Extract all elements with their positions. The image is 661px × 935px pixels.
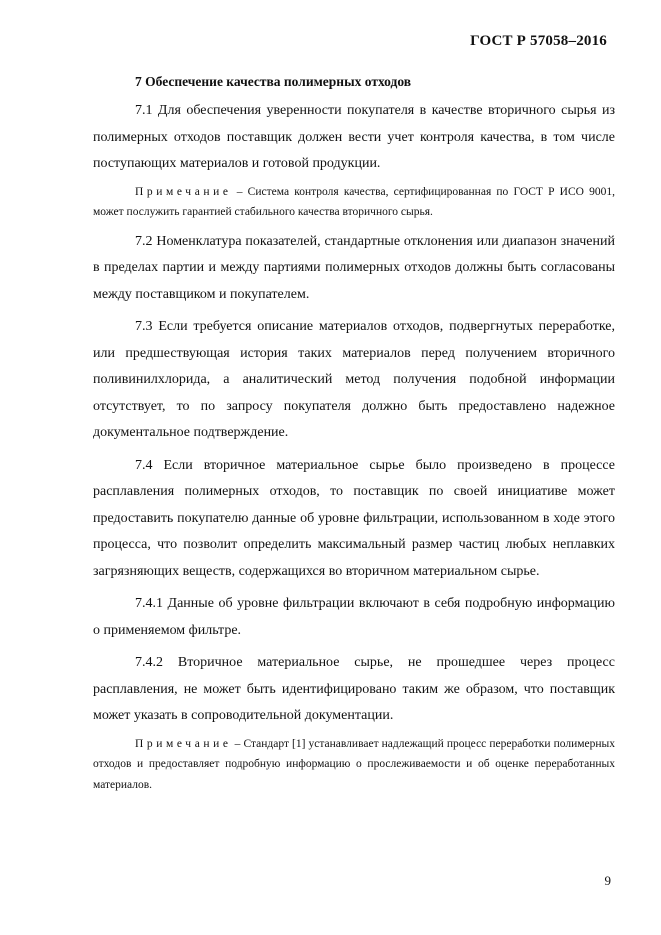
paragraph-7-1: 7.1 Для обеспечения уверенности покупателя в качестве вторичного сырья из полимерных отходов поставщик должен вести учет контроля качества, в том числе поступающих материалов и готовой продукции.: [93, 103, 615, 171]
note-2-text: – Стандарт [1] устанавливает надлежащий процесс переработки полимерных отходов и предоставляет подробную информацию о прослеживаемости и об оценке переработанных материалов.: [93, 737, 615, 791]
paragraph-7-2: 7.2 Номенклатура показателей, стандартные отклонения или диапазон значений в пределах партии и между партиями полимерных отходов должны быть согласованы между поставщиком и покупателем.: [93, 233, 615, 302]
paragraph-7-4: 7.4 Если вторичное материальное сырье было произведено в процессе расплавления полимерных отходов, то поставщик по своей инициативе может предоставить покупателю данные об уровне фильтрации, использованном в ходе этого процесса, что позволит определить максимальный размер частиц любых неплавких загрязняющих веществ, содержащихся во вторичном материальном сырье.: [93, 457, 615, 579]
paragraph-7-4-2: 7.4.2 Вторичное материальное сырье, не прошедшее через процесс расплавления, не может быть идентифицировано таким же образом, что поставщик может указать в сопроводительной документации.: [93, 655, 615, 723]
paragraph-7-3: 7.3 Если требуется описание материалов отходов, подвергнутых переработке, или предшествующая история таких материалов перед получением вторичного поливинилхлорида, а аналитический метод получения подобной информации отсутствует, то по запросу покупателя должно быть предоставлено надежное документальное подтверждение.: [93, 319, 615, 440]
section-title: 7 Обеспечение качества полимерных отходов: [135, 74, 412, 89]
note-2-label: Примечание: [135, 737, 232, 750]
note-1-text: – Система контроля качества, сертифицированная по ГОСТ Р ИСО 9001, может послужить гарантией стабильного качества вторичного сырья.: [93, 185, 615, 218]
page-number: 9: [604, 873, 611, 888]
document-code-header: ГОСТ Р 57058–2016: [470, 33, 607, 49]
note-1: [93, 182, 615, 223]
section-content: [93, 72, 615, 797]
paragraph-7-4-1: 7.4.1 Данные об уровне фильтрации включают в себя подробную информацию о применяемом фильтре.: [93, 596, 615, 638]
note-2: [93, 734, 615, 796]
note-1-label: Примечание: [135, 185, 232, 198]
